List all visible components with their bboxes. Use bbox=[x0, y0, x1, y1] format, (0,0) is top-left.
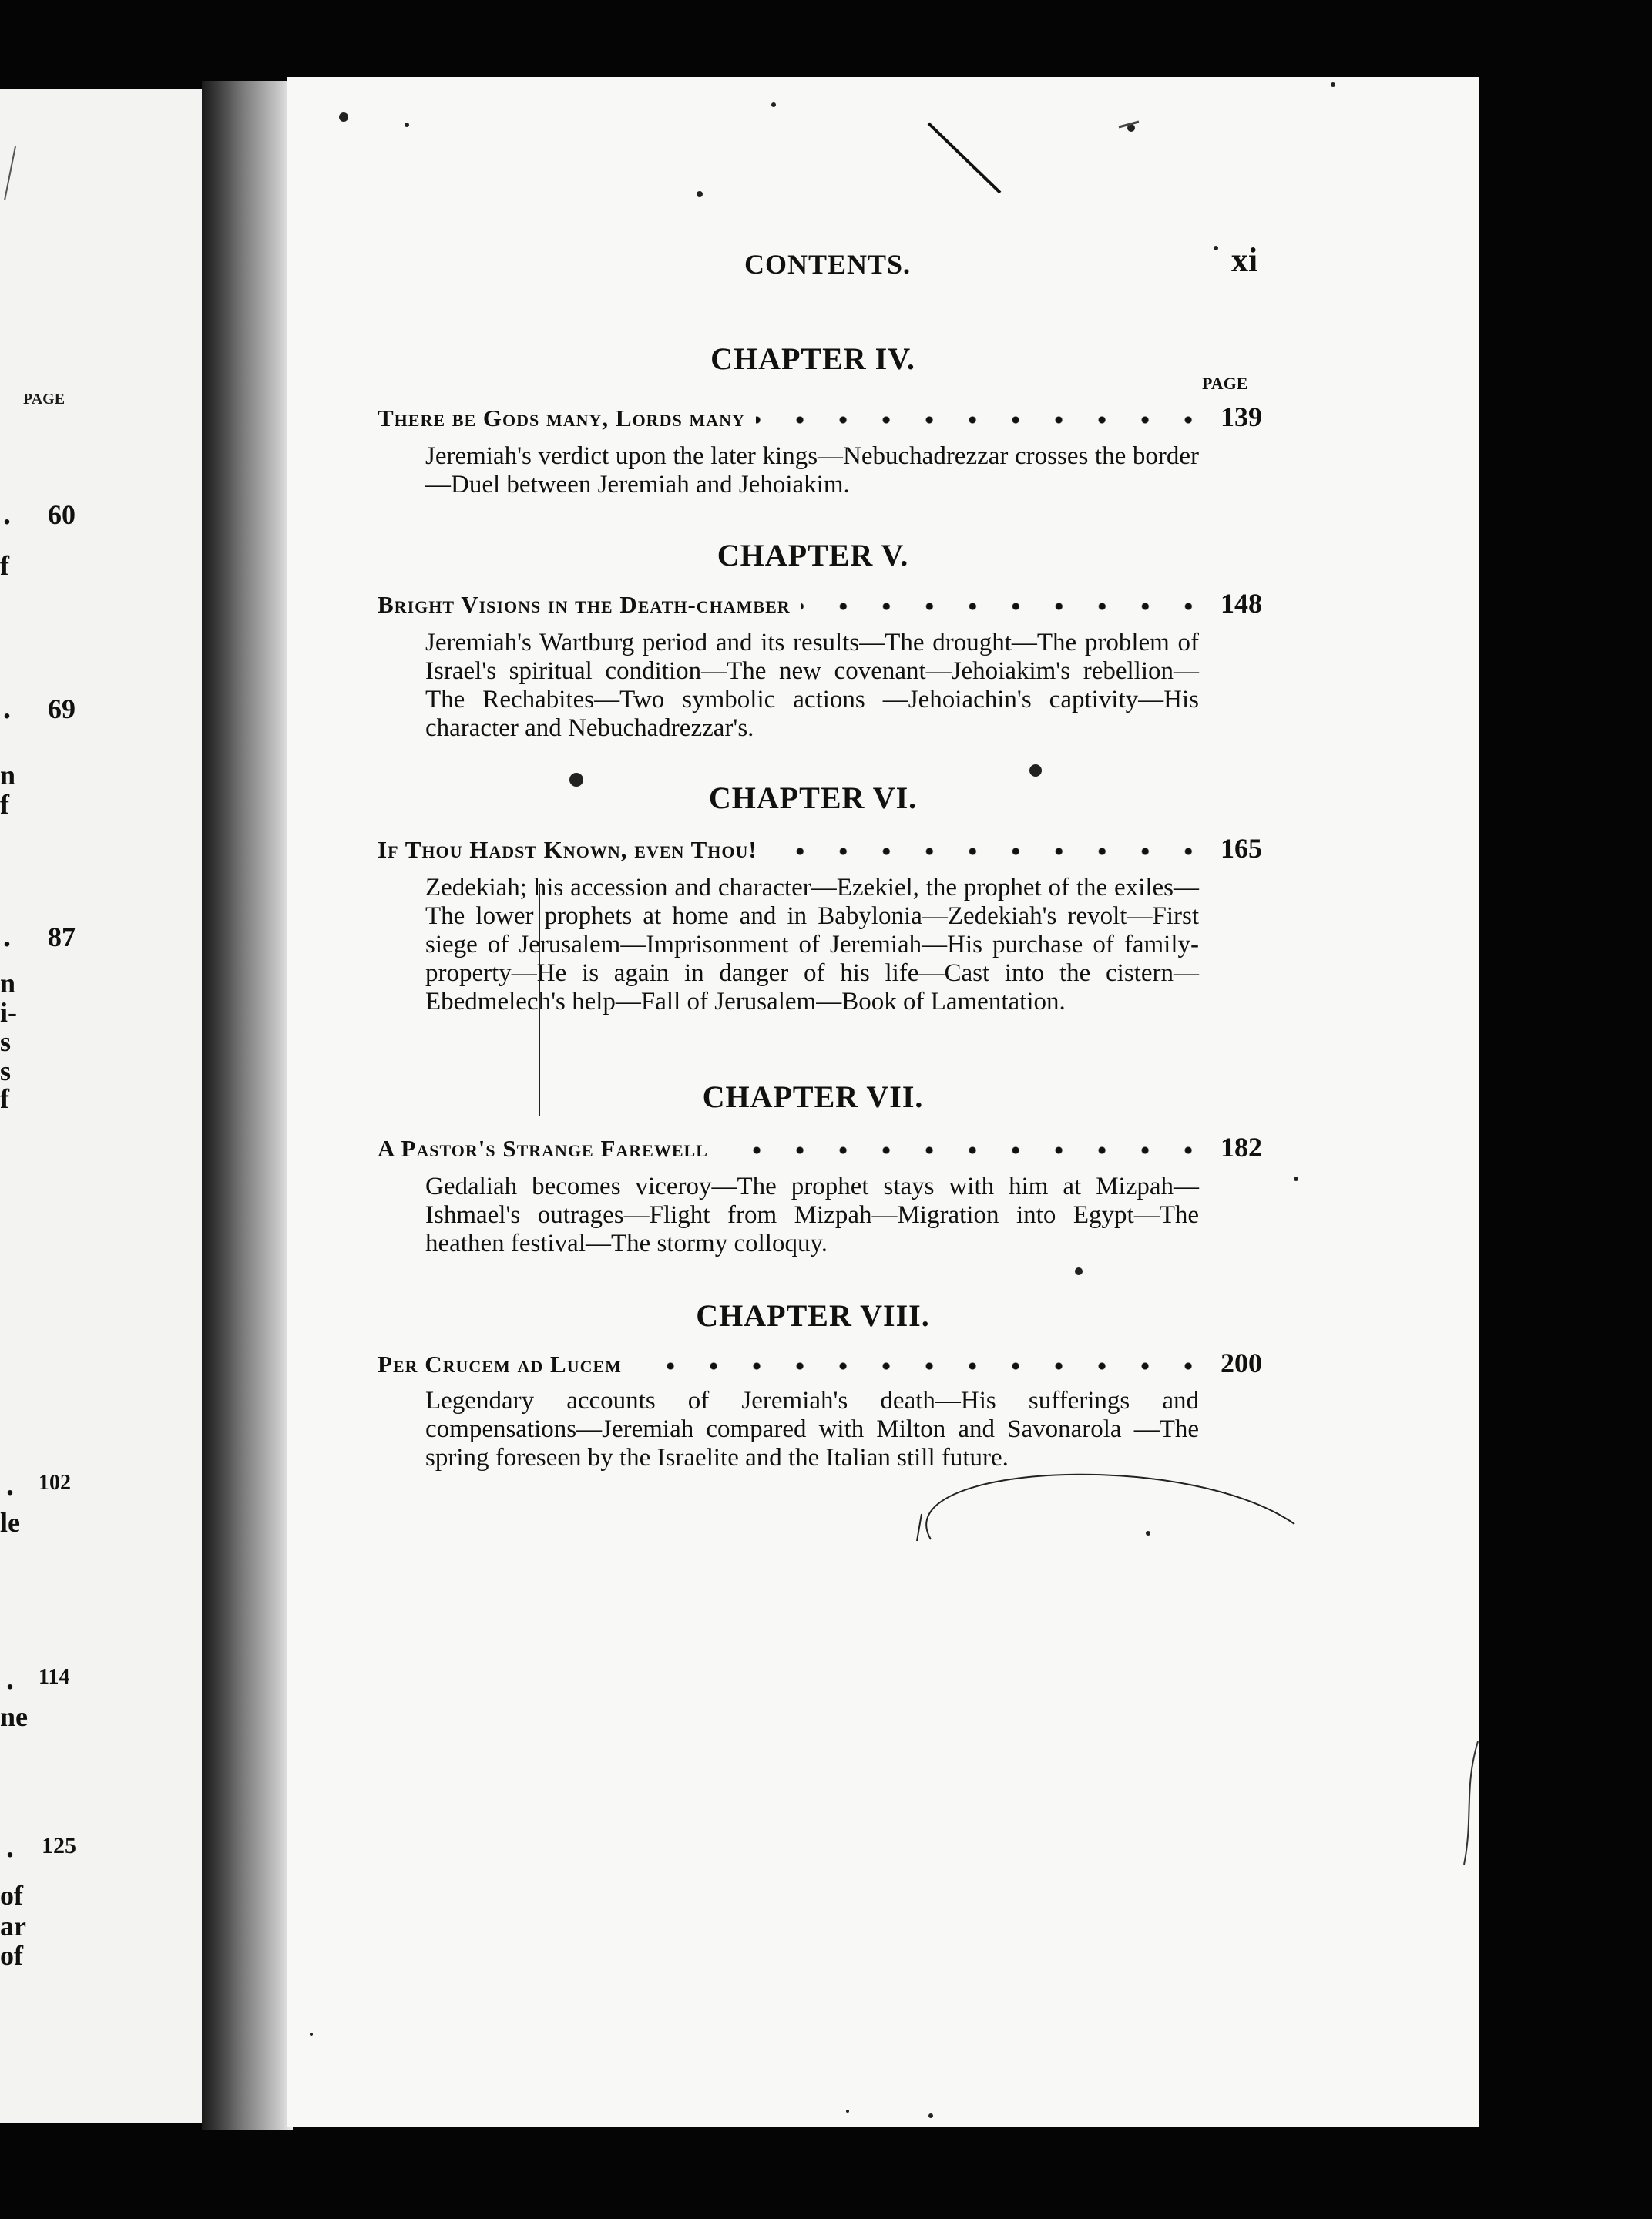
left-text-fragment: f bbox=[0, 789, 9, 820]
dot-leader bbox=[719, 1146, 1210, 1154]
left-page-number: 60 bbox=[48, 499, 76, 530]
page-folio: xi bbox=[1231, 241, 1258, 279]
toc-entry bbox=[378, 401, 1262, 439]
chapter-heading: CHAPTER IV. bbox=[710, 341, 915, 376]
left-leader-dot: . bbox=[6, 1467, 14, 1502]
left-text-fragment: s bbox=[0, 1056, 12, 1086]
left-text-fragment: ar bbox=[0, 1911, 26, 1942]
left-text-fragment: le bbox=[0, 1507, 20, 1538]
dot-leader bbox=[633, 1362, 1210, 1370]
chapter-heading: CHAPTER VI. bbox=[708, 781, 918, 815]
toc-entry bbox=[378, 1131, 1262, 1170]
left-text-fragment: n bbox=[0, 760, 16, 791]
left-page-number: 102 bbox=[39, 1471, 71, 1495]
chapter-heading: CHAPTER V. bbox=[717, 538, 909, 572]
dot-leader bbox=[756, 416, 1210, 424]
entry-title: If Thou Hadst Known, even Thou! bbox=[378, 836, 757, 863]
left-leader-dot: . bbox=[6, 1829, 14, 1864]
chapter-heading: CHAPTER VII. bbox=[702, 1079, 924, 1114]
dot-leader bbox=[768, 848, 1210, 855]
left-text-fragment: f bbox=[0, 550, 9, 581]
left-page-number: 69 bbox=[48, 693, 76, 724]
left-page-number: 87 bbox=[48, 922, 76, 952]
left-text-fragment: of bbox=[0, 1880, 23, 1911]
entry-page-number: 165 bbox=[1221, 833, 1262, 864]
toc-entry bbox=[378, 1347, 1262, 1385]
left-leader-dot: . bbox=[6, 1661, 14, 1696]
chapter-summary: Legendary accounts of Jeremiah's death—His sufferings and compensations—Jeremiah compared with Milton and Savonarola —The spring foreseen by the Israelite and the Italian still future. bbox=[425, 1387, 1199, 1472]
left-leader-dot: . bbox=[3, 918, 11, 953]
chapter-summary: Jeremiah's Wartburg period and its results—The drought—The problem of Israel's spiritual condition—The new covenant—Jehoiakim's rebellion—The Rechabites—Two symbolic actions —Jehoiachin's captivity—His character and Nebuchadrezzar's. bbox=[425, 629, 1199, 742]
running-head: CONTENTS. bbox=[744, 249, 912, 280]
entry-title: There be Gods many, Lords many bbox=[378, 405, 745, 431]
left-text-fragment: of bbox=[0, 1940, 23, 1971]
left-text-fragment: f bbox=[0, 1083, 9, 1114]
entry-page-number: 139 bbox=[1221, 401, 1262, 432]
chapter-summary: Jeremiah's verdict upon the later kings—Nebuchadrezzar crosses the border—Duel between Jeremiah and Jehoiakim. bbox=[425, 442, 1199, 499]
left-page-number: 125 bbox=[42, 1833, 76, 1858]
left-text-fragment: s bbox=[0, 1026, 12, 1057]
left-page-col-label: PAGE bbox=[23, 391, 65, 408]
book-gutter bbox=[202, 81, 293, 2130]
entry-page-number: 148 bbox=[1221, 588, 1262, 619]
toc-entry bbox=[378, 587, 1262, 626]
left-leader-dot: . bbox=[3, 496, 11, 531]
entry-page-number: 182 bbox=[1221, 1132, 1262, 1163]
toc-entry bbox=[378, 832, 1262, 871]
left-text-fragment: ne bbox=[0, 1701, 28, 1732]
chapter-summary: Zedekiah; his accession and character—Ezekiel, the prophet of the exiles—The lower prophets at home and in Babylonia—Zedekiah's revolt—First siege of Jerusalem—Imprisonment of Jeremiah—His purchase of family-property—He is again in danger of his life—Cast into the cistern—Ebedmelech's help—Fall of Jerusalem—Book of Lamentation. bbox=[425, 874, 1199, 1016]
left-page-number: 114 bbox=[39, 1665, 70, 1689]
chapter-summary: Gedaliah becomes viceroy—The prophet stays with him at Mizpah—Ishmael's outrages—Flight from Mizpah—Migration into Egypt—The heathen festival—The stormy colloquy. bbox=[425, 1173, 1199, 1257]
entry-title: A Pastor's Strange Farewell bbox=[378, 1135, 708, 1162]
page-column-label: PAGE bbox=[1202, 374, 1248, 393]
chapter-heading: CHAPTER VIII. bbox=[696, 1298, 930, 1333]
previous-page-fragment bbox=[0, 89, 217, 2123]
entry-title: Per Crucem ad Lucem bbox=[378, 1351, 622, 1378]
entry-title: Bright Visions in the Death-chamber bbox=[378, 591, 791, 618]
left-text-fragment: n bbox=[0, 968, 16, 999]
left-leader-dot: . bbox=[3, 690, 11, 725]
entry-page-number: 200 bbox=[1221, 1348, 1262, 1378]
dot-leader bbox=[801, 603, 1210, 610]
left-text-fragment: i- bbox=[0, 997, 17, 1028]
